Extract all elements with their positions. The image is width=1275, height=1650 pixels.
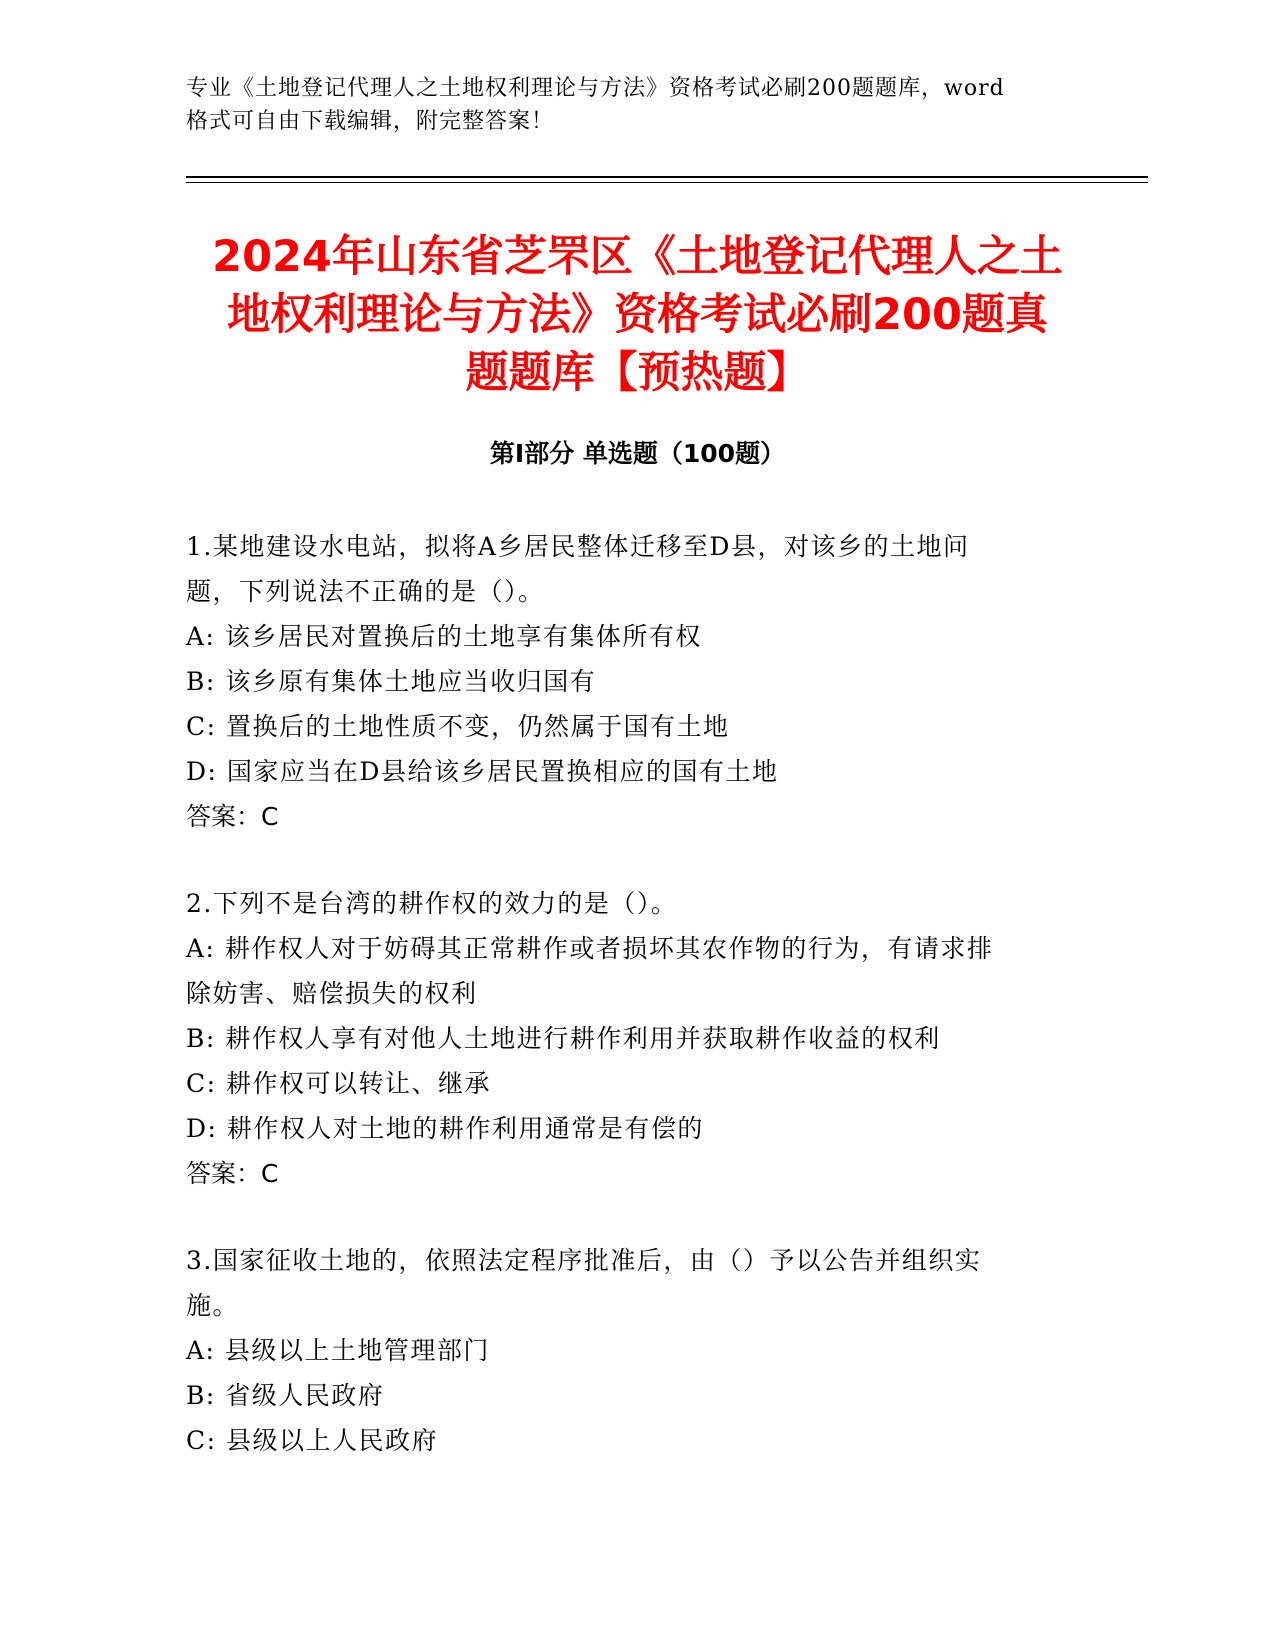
title-line: 地权利理论与方法》资格考试必刷200题真 <box>227 290 1048 340</box>
question-1 <box>186 524 1066 839</box>
option-b: B: 该乡原有集体土地应当收归国有 <box>186 667 597 696</box>
question-stem: 2.下列不是台湾的耕作权的效力的是（）。 <box>186 889 678 918</box>
document-title <box>150 228 1125 402</box>
option-d: D: 国家应当在D县给该乡居民置换相应的国有土地 <box>186 757 779 786</box>
option-d: D: 耕作权人对土地的耕作利用通常是有偿的 <box>186 1114 704 1143</box>
question-stem: 3.国家征收土地的，依照法定程序批准后，由（）予以公告并组织实 <box>186 1246 982 1275</box>
document-header <box>186 72 1066 138</box>
question-stem: 施。 <box>186 1291 240 1320</box>
option-b: B: 省级人民政府 <box>186 1381 385 1410</box>
question-stem: 题，下列说法不正确的是（）。 <box>186 577 545 606</box>
title-line: 2024年山东省芝罘区《土地登记代理人之土 <box>212 232 1063 282</box>
header-divider-thin <box>186 182 1148 183</box>
option-a: A: 该乡居民对置换后的土地享有集体所有权 <box>186 622 702 651</box>
section-heading: 第Ⅰ部分 单选题（100题） <box>489 439 786 468</box>
question-list <box>186 524 1066 1505</box>
option-b: B: 耕作权人享有对他人土地进行耕作利用并获取耕作收益的权利 <box>186 1024 941 1053</box>
header-line: 格式可自由下载编辑，附完整答案！ <box>186 109 555 134</box>
title-line: 题题库【预热题】 <box>465 348 810 398</box>
option-a-continued: 除妨害、赔偿损失的权利 <box>186 979 478 1008</box>
answer-line: 答案：C <box>186 1159 279 1188</box>
question-stem: 1.某地建设水电站，拟将A乡居民整体迁移至D县，对该乡的土地问 <box>186 532 970 561</box>
option-c: C: 耕作权可以转让、继承 <box>186 1069 491 1098</box>
answer-line: 答案：C <box>186 802 279 831</box>
header-divider-thick <box>186 176 1148 178</box>
option-c: C: 置换后的土地性质不变，仍然属于国有土地 <box>186 712 730 741</box>
question-3 <box>186 1238 1066 1463</box>
option-a: A: 耕作权人对于妨碍其正常耕作或者损坏其农作物的行为，有请求排 <box>186 934 994 963</box>
question-2 <box>186 881 1066 1196</box>
option-c: C: 县级以上人民政府 <box>186 1426 438 1455</box>
header-line: 专业《土地登记代理人之土地权利理论与方法》资格考试必刷200题题库，word <box>186 76 1005 101</box>
option-a: A: 县级以上土地管理部门 <box>186 1336 490 1365</box>
